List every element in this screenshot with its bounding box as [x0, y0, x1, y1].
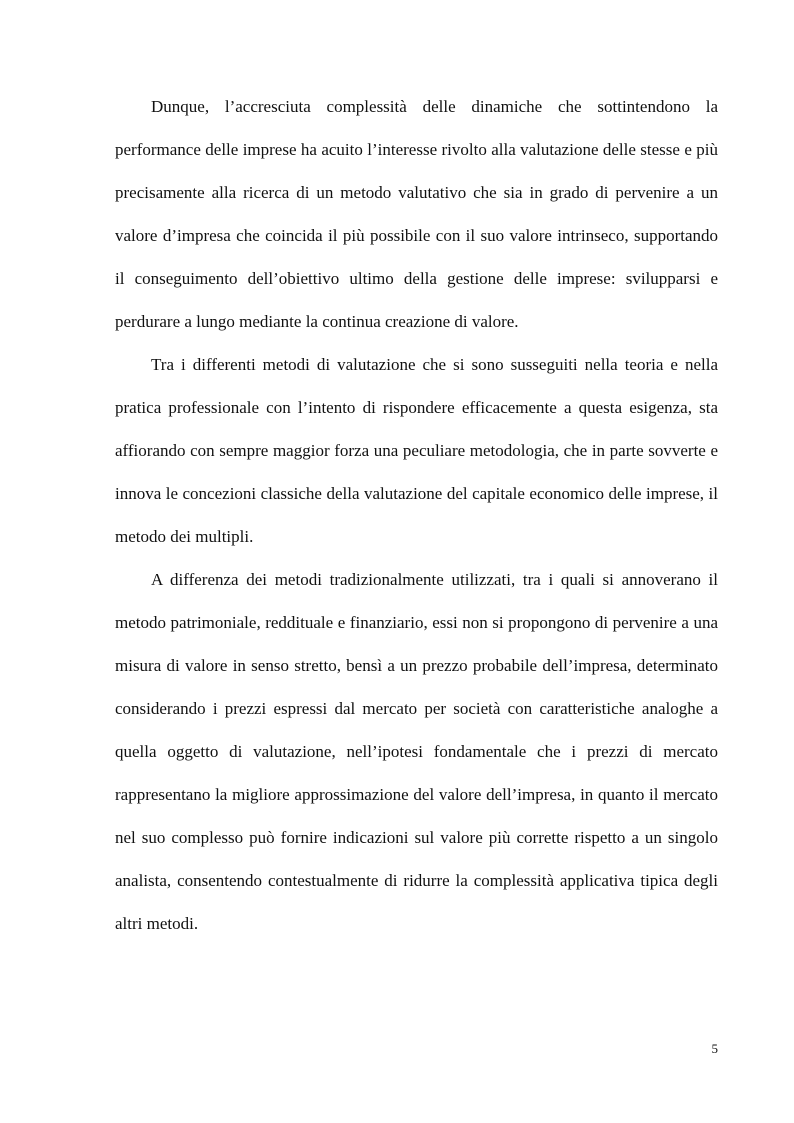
page-body	[115, 85, 718, 945]
paragraph-2: Tra i differenti metodi di valutazione che si sono susseguiti nella teoria e nella pratica professionale con l’intento di rispondere efficacemente a questa esigenza, sta affiorando con sempre maggior forza una peculiare metodologia, che in parte sovverte e innova le concezioni classiche della valutazione del capitale economico delle imprese, il metodo dei multipli.	[115, 355, 718, 546]
paragraph-3: A differenza dei metodi tradizionalmente utilizzati, tra i quali si annoverano il metodo patrimoniale, reddituale e finanziario, essi non si propongono di pervenire a una misura di valore in senso stretto, bensì a un prezzo probabile dell’impresa, determinato considerando i prezzi espressi dal mercato per società con caratteristiche analoghe a quella oggetto di valutazione, nell’ipotesi fondamentale che i prezzi di mercato rappresentano la migliore approssimazione del valore dell’impresa, in quanto il mercato nel suo complesso può fornire indicazioni sul valore più corrette rispetto a un singolo analista, consentendo contestualmente di ridurre la complessità applicativa tipica degli altri metodi.	[115, 570, 718, 933]
paragraph-1: Dunque, l’accresciuta complessità delle dinamiche che sottintendono la performance delle imprese ha acuito l’interesse rivolto alla valutazione delle stesse e più precisamente alla ricerca di un metodo valutativo che sia in grado di pervenire a un valore d’impresa che coincida il più possibile con il suo valore intrinseco, supportando il conseguimento dell’obiettivo ultimo della gestione delle imprese: svilupparsi e perdurare a lungo mediante la continua creazione di valore.	[115, 97, 718, 331]
page-number: 5	[711, 1041, 718, 1056]
